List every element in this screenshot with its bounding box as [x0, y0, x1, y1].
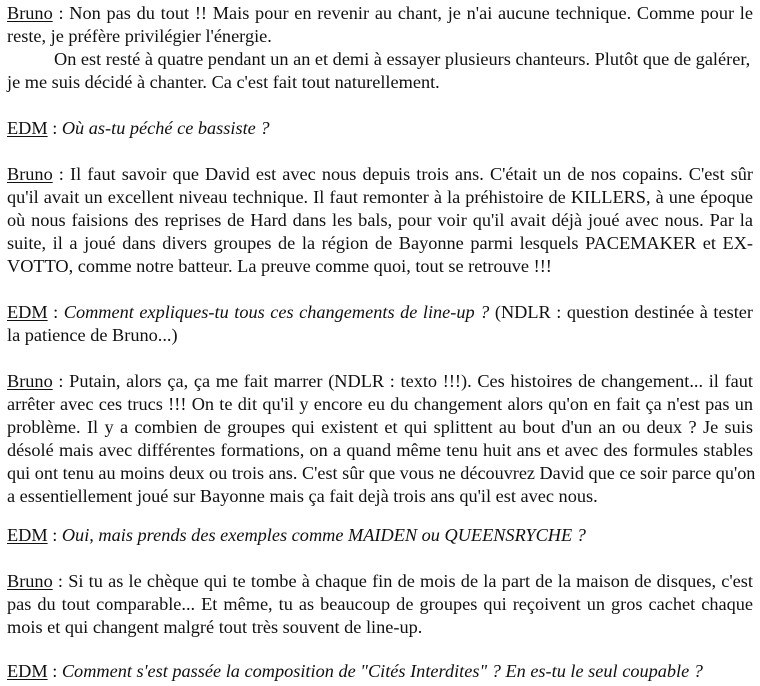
text-line: problème. Il y a combien de groupes qui existent et qui splittent au bout d'un an ou deux ? Je suis — [7, 417, 753, 437]
text-line: mois et qui changent malgré tout très souvent de line-up. — [7, 617, 423, 637]
text-line: Bruno : Il faut savoir que David est avec nous depuis trois ans. C'était un de nos copains. C'est sûr — [7, 164, 753, 184]
speaker-name: Bruno — [7, 3, 53, 23]
text-line: On est resté à quatre pendant un an et demi à essayer plusieurs chanteurs. Plutôt que de galérer, — [54, 49, 751, 69]
question-text: Oui, mais prends des exemples comme MAIDEN ou QUEENSRYCHE ? — [61, 525, 586, 545]
text-line: EDM : Où as-tu péché ce bassiste ? — [7, 118, 270, 138]
text-line: EDM : Comment expliques-tu tous ces changements de line-up ? (NDLR : question destinée à tester — [7, 302, 753, 322]
text-line: EDM : Comment s'est passée la composition de "Cités Interdites" ? En es-tu le seul coupable ? — [7, 661, 703, 681]
question-text: Comment expliques-tu tous ces changements de line-up ? — [63, 302, 490, 322]
speaker-name: Bruno — [7, 371, 53, 391]
speaker-name: EDM — [7, 661, 48, 681]
text-line: qui ont tenu au moins deux ou trois ans. C'est sûr que vous ne découvrez David que ce soir parce qu'on — [7, 463, 756, 483]
text-line: a essentiellement joué sur Bayonne mais ça fait dejà trois ans qu'il est avec nous. — [7, 486, 598, 506]
speaker-name: Bruno — [7, 164, 53, 184]
text-line: désolé mais avec différentes formations, on a quand même tenu huit ans et avec des formules stables — [7, 440, 753, 460]
text-line: suite, il a joué dans divers groupes de la région de Bayonne parmi lesquels PACEMAKER et EX- — [7, 233, 753, 253]
text-line: la patience de Bruno...) — [7, 325, 178, 345]
text-line: EDM : Oui, mais prends des exemples comme MAIDEN ou QUEENSRYCHE ? — [7, 525, 586, 545]
question-text: Comment s'est passée la composition de "Cités Interdites" ? En es-tu le seul coupable ? — [61, 661, 703, 681]
text-line: Bruno : Putain, alors ça, ça me fait marrer (NDLR : texto !!!). Ces histoires de changement... il faut — [7, 371, 753, 391]
text-line: pas du tout comparable... Et même, tu as beaucoup de groupes qui reçoivent un gros cachet chaque — [7, 594, 753, 614]
speaker-name: EDM — [7, 118, 48, 138]
text-line: Bruno : Non pas du tout !! Mais pour en revenir au chant, je n'ai aucune technique. Comme pour le — [7, 3, 753, 23]
text-line: qu'il avait un excellent niveau technique. Il faut remonter à la préhistoire de KILLERS, à une époque — [7, 187, 753, 207]
speaker-name: EDM — [7, 525, 48, 545]
text-line: VOTTO, comme notre batteur. La preuve comme quoi, tout se retrouve !!! — [7, 256, 552, 276]
speaker-name: Bruno — [7, 571, 53, 591]
text-line: reste, je préfère privilégier l'énergie. — [7, 26, 272, 46]
text-line: arrêter avec ces trucs !!! On te dit qu'il y encore eu du changement alors qu'on en fait ça n'est pas un — [7, 394, 753, 414]
text-line: Bruno : Si tu as le chèque qui te tombe à chaque fin de mois de la part de la maison de disques, c'est — [7, 571, 753, 591]
speaker-name: EDM — [7, 302, 48, 322]
text-line: je me suis décidé à chanter. Ca c'est fait tout naturellement. — [7, 72, 440, 92]
question-text: Où as-tu péché ce bassiste ? — [61, 118, 270, 138]
text-line: où nous faisions des reprises de Hard dans les bals, pour voir qu'il avait déjà joué avec nous. Par la — [7, 210, 753, 230]
